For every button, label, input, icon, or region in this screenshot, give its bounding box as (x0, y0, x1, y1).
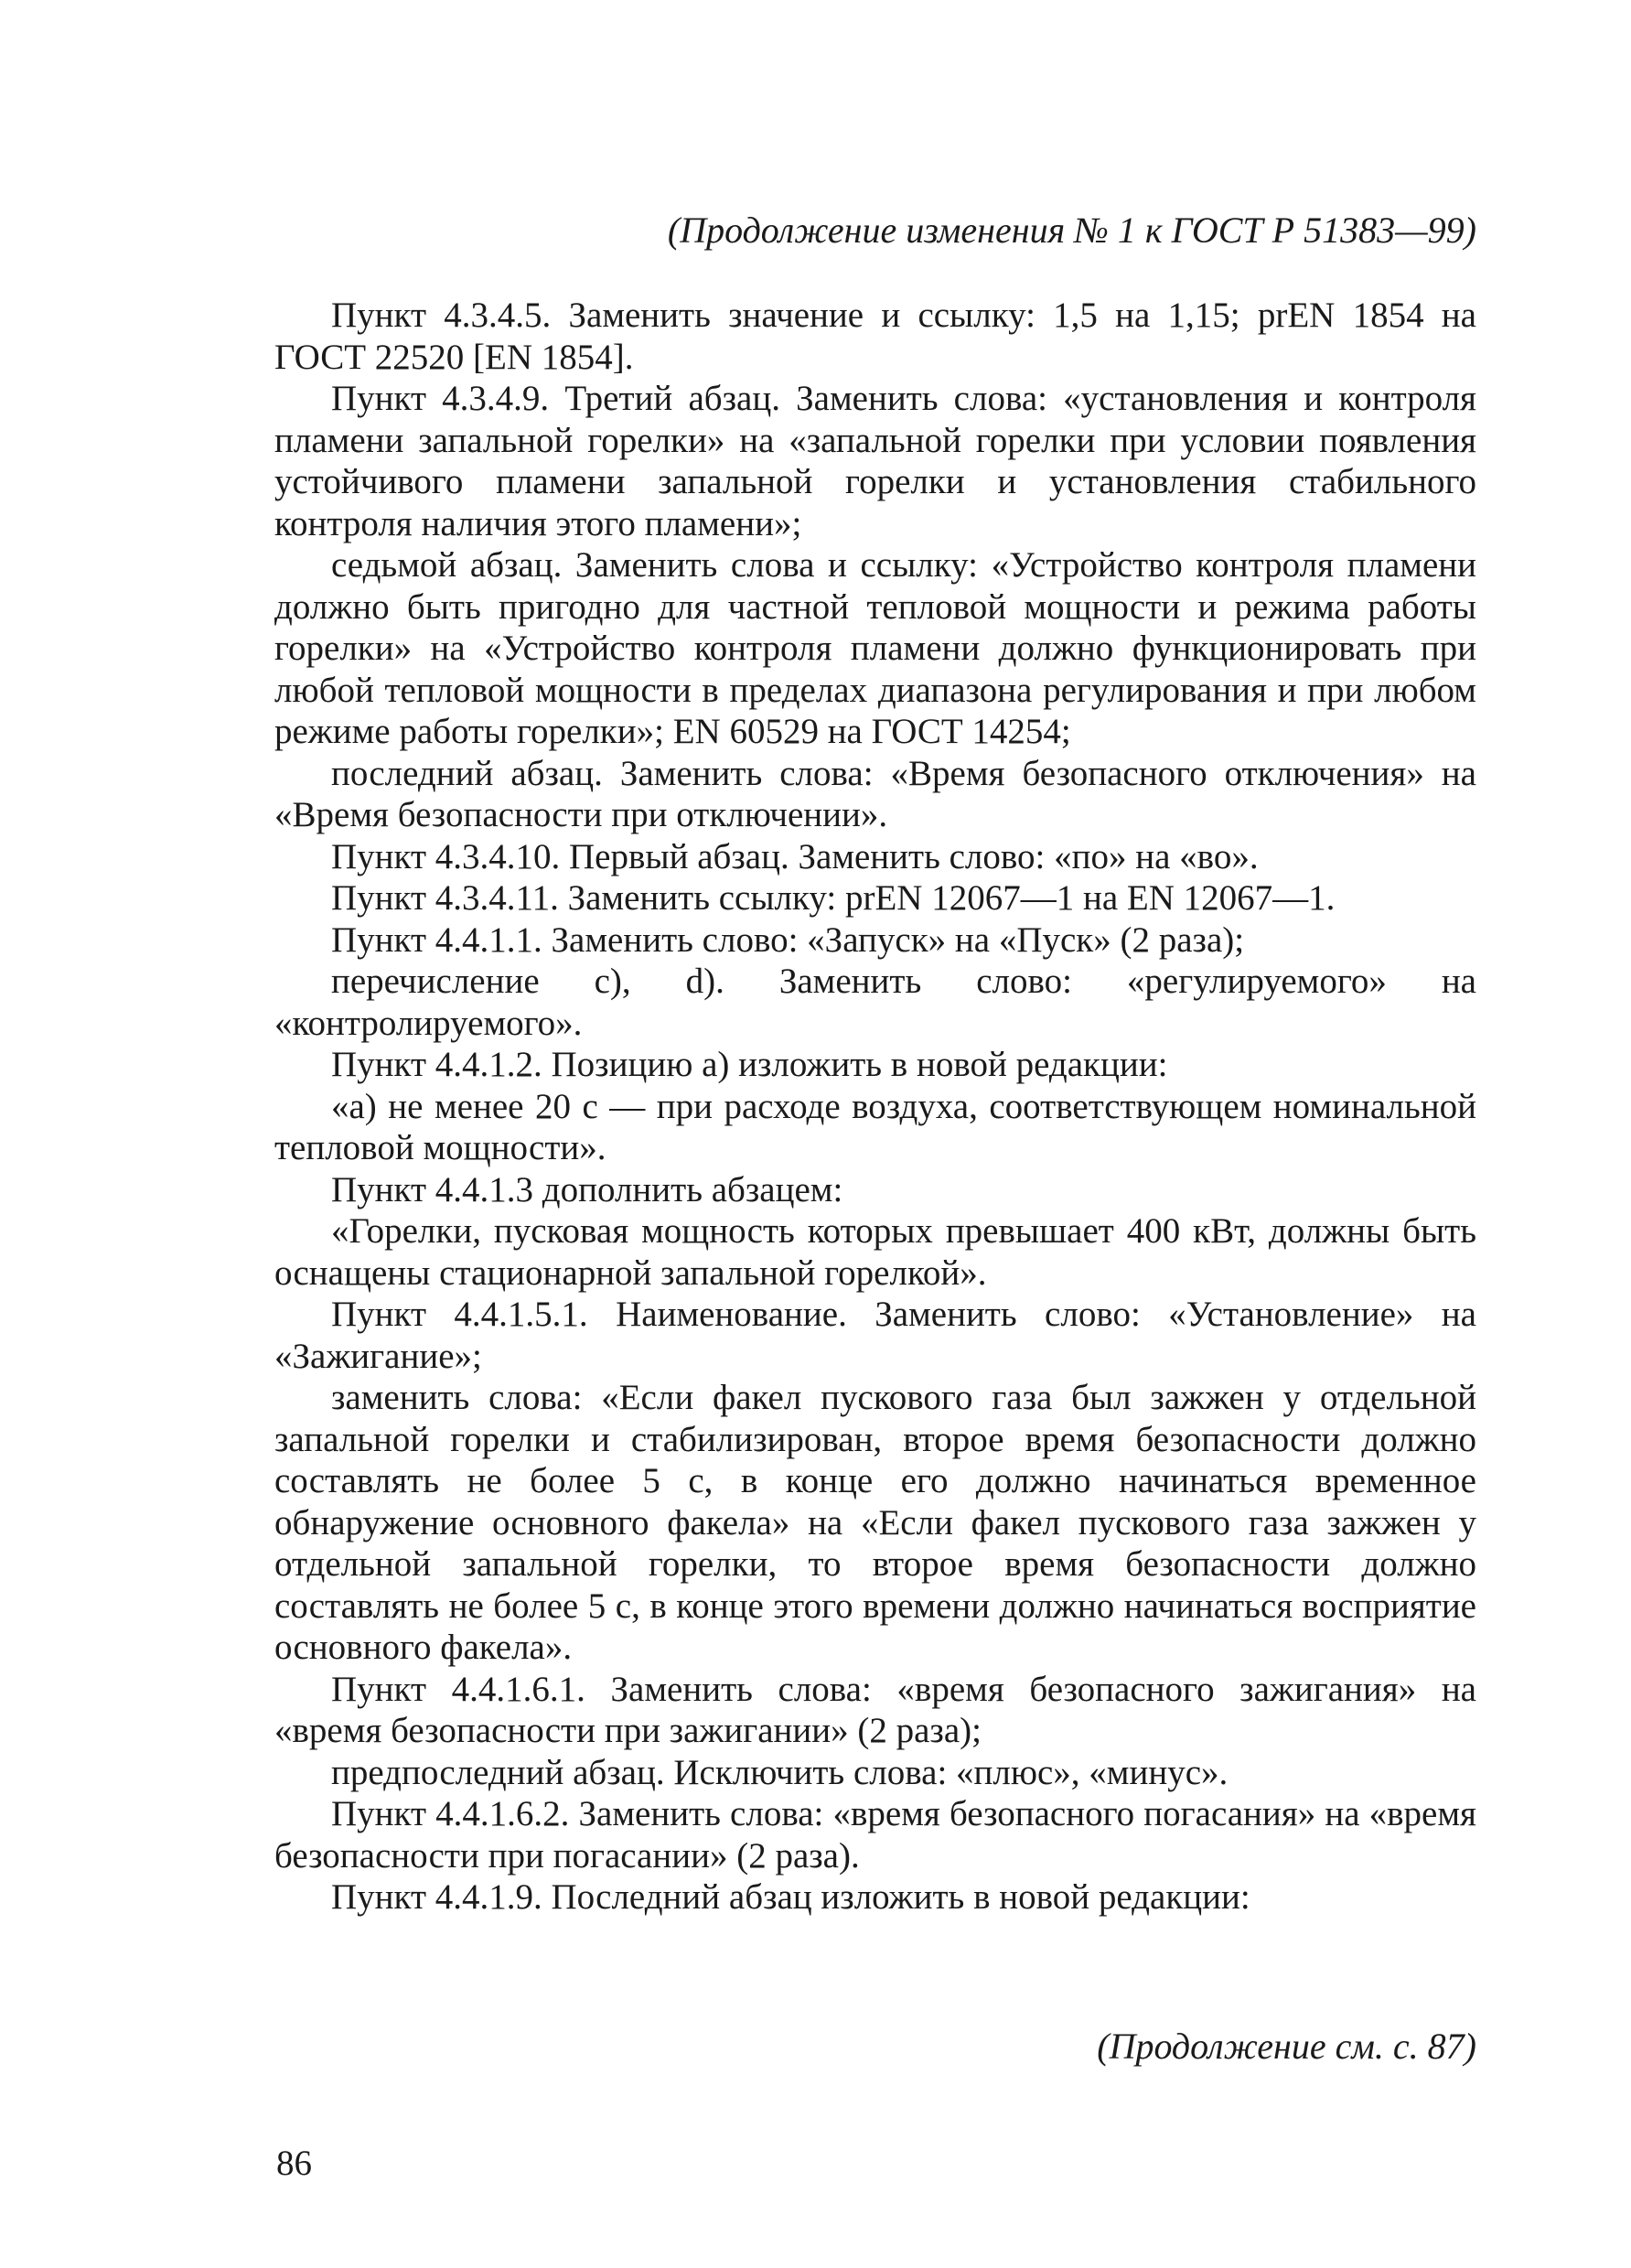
paragraph: Пункт 4.4.1.5.1. Наименование. Заменить слово: «Установление» на «Зажигание»; (274, 1295, 1476, 1376)
paragraph: Пункт 4.3.4.10. Первый абзац. Заменить слово: «по» на «во». (331, 836, 1259, 876)
paragraph: Пункт 4.4.1.2. Позицию а) изложить в новой редакции: (331, 1045, 1168, 1084)
paragraph: Пункт 4.4.1.6.1. Заменить слова: «время безопасного зажигания» на «время безопасности при зажигании» (2 раза); (274, 1669, 1476, 1750)
amendment-text (274, 295, 1476, 1919)
page-number: 86 (276, 2144, 312, 2183)
continuation-footer: (Продолжение см. с. 87) (1097, 2026, 1476, 2067)
paragraph: Пункт 4.3.4.11. Заменить ссылку: prEN 12067—1 на EN 12067—1. (331, 878, 1336, 918)
continuation-header: (Продолжение изменения № 1 к ГОСТ Р 51383—99) (667, 210, 1476, 251)
paragraph: «а) не менее 20 с — при расходе воздуха, соответствующем номинальной тепловой мощности». (274, 1086, 1476, 1167)
paragraph: Пункт 4.3.4.5. Заменить значение и ссылку: 1,5 на 1,15; prEN 1854 на ГОСТ 22520 [EN 1854]. (274, 296, 1476, 377)
paragraph: перечисление с), d). Заменить слово: «регулируемого» на «контролируемого». (274, 962, 1476, 1043)
paragraph: Пункт 4.4.1.1. Заменить слово: «Запуск» на «Пуск» (2 раза); (331, 919, 1245, 960)
paragraph: Пункт 4.4.1.9. Последний абзац изложить в новой редакции: (331, 1877, 1250, 1917)
paragraph: Пункт 4.3.4.9. Третий абзац. Заменить слова: «установления и контроля пламени запальной горелки» на «запальной горелки при условии появления устойчивого пламени запальной горелки и установления стабильного контроля наличия этого пламени»; (274, 379, 1476, 543)
paragraph: Пункт 4.4.1.6.2. Заменить слова: «время безопасного погасания» на «время безопасности при погасании» (2 раза). (274, 1794, 1476, 1876)
paragraph: седьмой абзац. Заменить слова и ссылку: «Устройство контроля пламени должно быть пригодно для частной тепловой мощности и режима работы горелки» на «Устройство контроля пламени должно функционировать при любой тепловой мощности в пределах диапазона регулирования и при любом режиме работы горелки»; EN 60529 на ГОСТ 14254; (274, 545, 1476, 751)
paragraph: предпоследний абзац. Исключить слова: «плюс», «минус». (331, 1752, 1229, 1792)
paragraph: заменить слова: «Если факел пускового газа был зажжен у отдельной запальной горелки и стабилизирован, второе время безопасности должно составлять не более 5 с, в конце его должно начинаться временное обнаружение основного факела» на «Если факел пускового газа зажжен у отдельной запальной горелки, то второе время безопасности должно составлять не более 5 с, в конце этого времени должно начинаться восприятие основного факела». (274, 1378, 1476, 1667)
paragraph: «Горелки, пусковая мощность которых превышает 400 кВт, должны быть оснащены стационарной запальной горелкой». (274, 1211, 1476, 1293)
paragraph: последний абзац. Заменить слова: «Время безопасного отключения» на «Время безопасности при отключении». (274, 753, 1476, 834)
paragraph: Пункт 4.4.1.3 дополнить абзацем: (331, 1169, 843, 1209)
